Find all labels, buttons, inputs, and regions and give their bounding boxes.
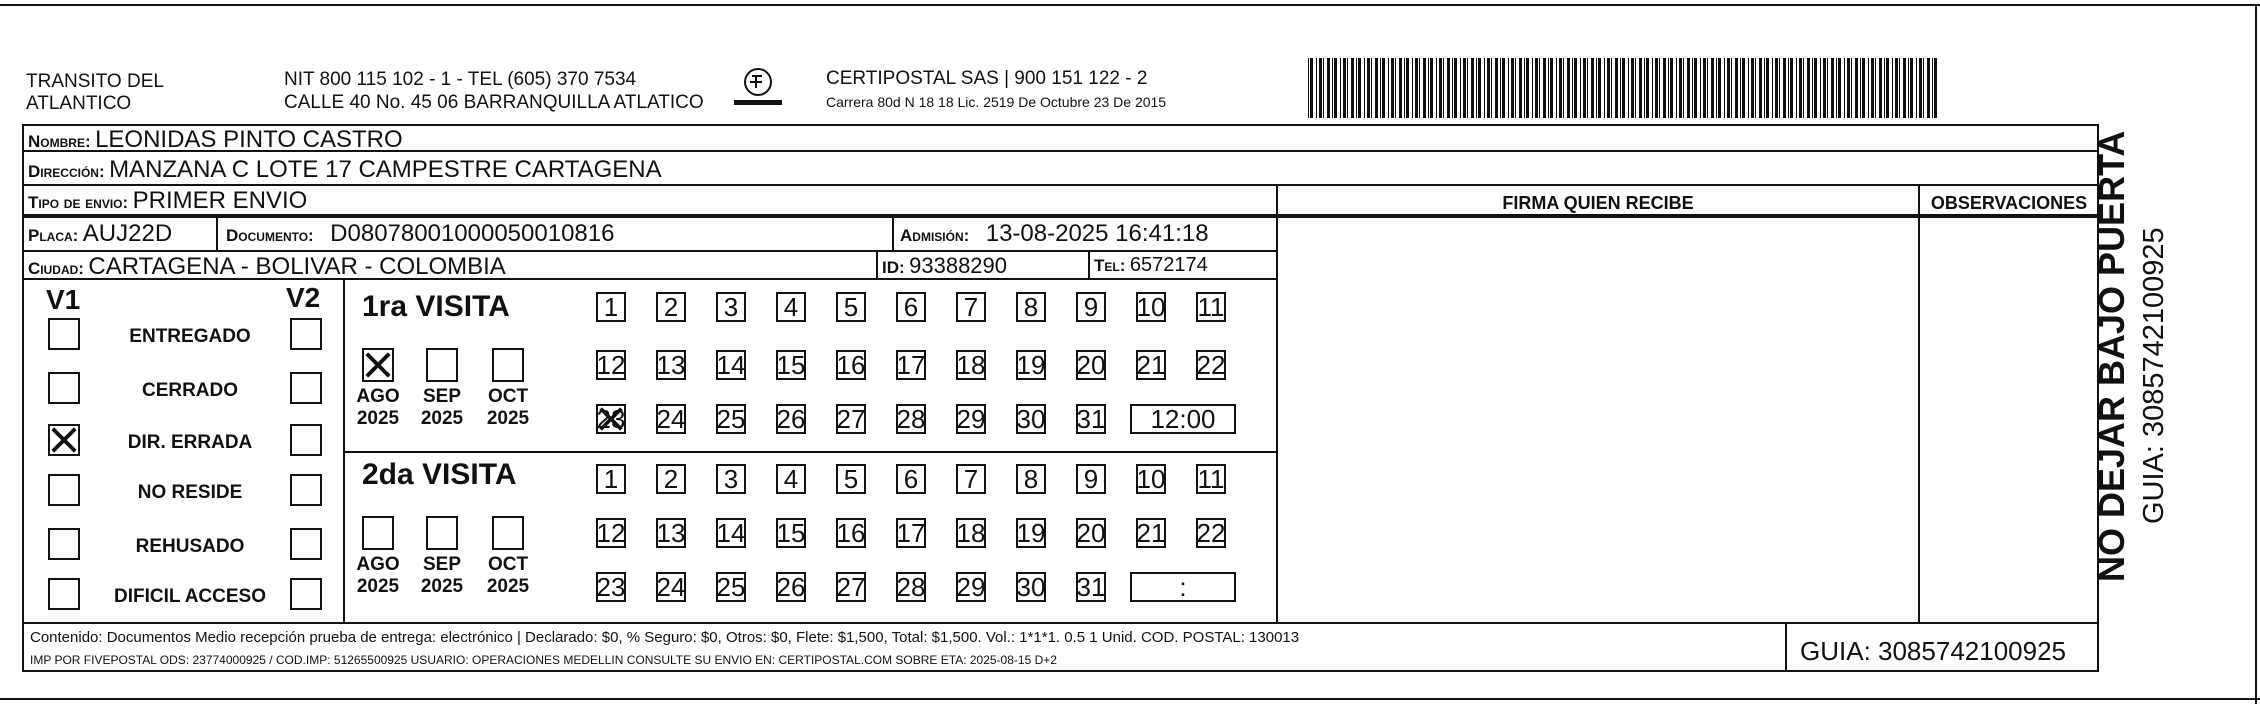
first-day-20[interactable] xyxy=(1076,350,1106,380)
first-day-5[interactable] xyxy=(836,292,866,322)
day-number: 7 xyxy=(963,463,979,494)
second-month-label xyxy=(478,554,538,598)
frame-divider-direccion xyxy=(22,184,2099,186)
day-number: 10 xyxy=(1136,463,1166,494)
first-day-24[interactable] xyxy=(656,404,686,434)
tel-value: 6572174 xyxy=(1129,254,1208,276)
first-month-checkbox-2[interactable] xyxy=(492,348,524,382)
second-day-21[interactable] xyxy=(1136,518,1166,548)
placa-row xyxy=(28,222,172,246)
check-x-icon xyxy=(50,426,78,454)
vdiv-observaciones xyxy=(1918,184,1920,624)
second-day-12[interactable] xyxy=(596,518,626,548)
day-number: 4 xyxy=(783,463,799,494)
day-number: 19 xyxy=(1016,349,1046,380)
ciudad-value: CARTAGENA - BOLIVAR - COLOMBIA xyxy=(88,253,506,280)
vdiv-visits-panel xyxy=(343,278,345,622)
first-day-16[interactable] xyxy=(836,350,866,380)
vdiv-footer-guia xyxy=(1785,622,1787,672)
id-value: 93388290 xyxy=(909,253,1008,278)
day-number: 16 xyxy=(836,517,866,548)
first-month-label xyxy=(348,386,408,430)
second-day-17[interactable] xyxy=(896,518,926,548)
vdiv-admision xyxy=(892,216,894,250)
documento-row xyxy=(226,222,614,246)
first-day-31[interactable] xyxy=(1076,404,1106,434)
second-day-30[interactable] xyxy=(1016,572,1046,602)
day-number: 15 xyxy=(776,349,806,380)
day-number: 21 xyxy=(1136,517,1166,548)
day-number: 3 xyxy=(723,291,739,322)
second-day-15[interactable] xyxy=(776,518,806,548)
day-number: 20 xyxy=(1076,349,1106,380)
month-year: 2025 xyxy=(486,575,530,597)
second-day-25[interactable] xyxy=(716,572,746,602)
second-day-24[interactable] xyxy=(656,572,686,602)
direccion-value: MANZANA C LOTE 17 CAMPESTRE CARTAGENA xyxy=(109,156,662,183)
day-number: 16 xyxy=(836,349,866,380)
day-number: 8 xyxy=(1023,463,1039,494)
first-day-26[interactable] xyxy=(776,404,806,434)
day-number: 9 xyxy=(1083,463,1099,494)
v1-checkbox-5[interactable] xyxy=(48,578,80,610)
status-label: CERRADO xyxy=(141,380,239,401)
month-year: 2025 xyxy=(486,407,530,429)
month-name: AGO xyxy=(356,386,400,407)
side-warning: NO DEJAR BAJO PUERTA xyxy=(2091,130,2132,582)
firma-header: FIRMA QUIEN RECIBE xyxy=(1502,193,1694,213)
tel-label: Tel: xyxy=(1094,256,1126,275)
first-day-4[interactable] xyxy=(776,292,806,322)
day-number: 31 xyxy=(1076,403,1106,434)
second-day-6[interactable] xyxy=(896,464,926,494)
day-number: 26 xyxy=(776,403,806,434)
check-x-icon xyxy=(598,406,624,432)
day-number: 30 xyxy=(1016,571,1046,602)
day-number: 21 xyxy=(1136,349,1166,380)
day-number: 26 xyxy=(776,571,806,602)
month-name: SEP xyxy=(422,386,462,407)
status-label: DIR. ERRADA xyxy=(127,432,253,453)
day-number: 6 xyxy=(903,463,919,494)
courier-license: Carrera 80d N 18 18 Lic. 2519 De Octubre 23 De 2015 xyxy=(826,94,1167,110)
direccion-label: Dirección: xyxy=(28,162,105,181)
second-day-2[interactable] xyxy=(656,464,686,494)
day-number: 13 xyxy=(656,517,686,548)
day-number: 31 xyxy=(1076,571,1106,602)
day-number: 23 xyxy=(596,571,626,602)
day-number: 17 xyxy=(896,517,926,548)
first-day-6[interactable] xyxy=(896,292,926,322)
vdiv-id xyxy=(876,250,878,278)
observaciones-header: OBSERVACIONES xyxy=(1930,193,2088,213)
second-month-checkbox-0[interactable] xyxy=(362,516,394,550)
day-number: 28 xyxy=(896,403,926,434)
barcode xyxy=(1308,58,1943,118)
first-day-28[interactable] xyxy=(896,404,926,434)
first-month-checkbox-0[interactable] xyxy=(362,348,394,382)
day-number: 12 xyxy=(596,517,626,548)
certipostal-logo-icon xyxy=(728,64,788,114)
first-day-15[interactable] xyxy=(776,350,806,380)
day-number: 24 xyxy=(656,571,686,602)
nombre-label: Nombre: xyxy=(28,132,91,151)
day-number: 15 xyxy=(776,517,806,548)
first-day-17[interactable] xyxy=(896,350,926,380)
first-day-19[interactable] xyxy=(1016,350,1046,380)
day-number: 22 xyxy=(1196,349,1226,380)
v1-checkbox-1[interactable] xyxy=(48,372,80,404)
second-day-1[interactable] xyxy=(596,464,626,494)
second-day-20[interactable] xyxy=(1076,518,1106,548)
footer-guia: GUIA: 3085742100925 xyxy=(1800,636,2066,666)
v2-label: V2 xyxy=(286,282,321,313)
vdiv-placa xyxy=(216,216,218,250)
day-number: 29 xyxy=(956,571,986,602)
v1-checkbox-2[interactable] xyxy=(48,424,80,456)
v2-checkbox-1[interactable] xyxy=(290,372,322,404)
admision-row xyxy=(900,222,1209,246)
nombre-value: LEONIDAS PINTO CASTRO xyxy=(95,126,403,153)
placa-label: Placa: xyxy=(28,226,79,245)
day-number: 1 xyxy=(603,291,619,322)
day-number: 2 xyxy=(663,463,679,494)
second-month-checkbox-1[interactable] xyxy=(426,516,458,550)
day-number: 5 xyxy=(843,463,859,494)
day-number: 29 xyxy=(956,403,986,434)
v1-checkbox-0[interactable] xyxy=(48,318,80,350)
second-month-checkbox-2[interactable] xyxy=(492,516,524,550)
tipo-value: PRIMER ENVIO xyxy=(132,187,308,214)
courier-name: CERTIPOSTAL SAS | 900 151 122 - 2 xyxy=(826,68,1148,89)
first-day-21[interactable] xyxy=(1136,350,1166,380)
second-day-19[interactable] xyxy=(1016,518,1046,548)
sender-name-line2: ATLANTICO xyxy=(26,93,132,114)
second-day-8[interactable] xyxy=(1016,464,1046,494)
day-number: 18 xyxy=(956,517,986,548)
first-day-12[interactable] xyxy=(596,350,626,380)
vdiv-firma xyxy=(1276,184,1278,624)
first-day-30[interactable] xyxy=(1016,404,1046,434)
second-day-11[interactable] xyxy=(1196,464,1226,494)
day-number: 9 xyxy=(1083,291,1099,322)
day-number: 4 xyxy=(783,291,799,322)
footer-imp: IMP POR FIVEPOSTAL ODS: 23774000925 / COD.IMP: 51265500925 USUARIO: OPERACIONES MEDELLIN CONSULTE SU ENVIO EN: CERTIPOSTAL.COM SOBRE ETA: 2025-08-15 D+2 xyxy=(30,653,1057,667)
second-day-26[interactable] xyxy=(776,572,806,602)
second-day-10[interactable] xyxy=(1136,464,1166,494)
nombre-row xyxy=(28,128,403,152)
first-day-23[interactable] xyxy=(596,404,626,434)
second-day-22[interactable] xyxy=(1196,518,1226,548)
id-label: ID: xyxy=(882,258,905,277)
v1-label: V1 xyxy=(46,284,81,315)
outer-top-edge xyxy=(0,4,2260,6)
first-day-11[interactable] xyxy=(1196,292,1226,322)
first-month-label xyxy=(478,386,538,430)
month-name: OCT xyxy=(487,554,529,575)
second-day-28[interactable] xyxy=(896,572,926,602)
day-number: 14 xyxy=(716,517,746,548)
sender-nit: NIT 800 115 102 - 1 - TEL (605) 370 7534 xyxy=(284,69,637,90)
first-day-14[interactable] xyxy=(716,350,746,380)
first-day-2[interactable] xyxy=(656,292,686,322)
id-row xyxy=(882,255,1007,277)
day-number: 1 xyxy=(603,463,619,494)
day-number: 13 xyxy=(656,349,686,380)
status-label: NO RESIDE xyxy=(137,482,243,503)
month-name: AGO xyxy=(356,554,400,575)
second-day-13[interactable] xyxy=(656,518,686,548)
placa-value: AUJ22D xyxy=(82,220,173,247)
first-day-9[interactable] xyxy=(1076,292,1106,322)
day-number: 10 xyxy=(1136,291,1166,322)
first-month-label xyxy=(412,386,472,430)
v1-checkbox-4[interactable] xyxy=(48,528,80,560)
first-day-10[interactable] xyxy=(1136,292,1166,322)
day-number: 8 xyxy=(1023,291,1039,322)
v1-checkbox-3[interactable] xyxy=(48,474,80,506)
v2-checkbox-5[interactable] xyxy=(290,578,322,610)
second-day-16[interactable] xyxy=(836,518,866,548)
second-day-4[interactable] xyxy=(776,464,806,494)
second-day-23[interactable] xyxy=(596,572,626,602)
status-label: ENTREGADO xyxy=(129,326,251,347)
side-guia: GUIA: 3085742100925 xyxy=(2138,227,2170,524)
second-day-31[interactable] xyxy=(1076,572,1106,602)
month-year: 2025 xyxy=(420,407,464,429)
first-visit-title: 1ra VISITA xyxy=(362,290,510,323)
tel-row xyxy=(1094,255,1208,275)
ciudad-label: Ciudad: xyxy=(28,259,84,278)
day-number: 23 xyxy=(596,403,626,434)
second-day-7[interactable] xyxy=(956,464,986,494)
day-number: 7 xyxy=(963,291,979,322)
frame-divider-placa xyxy=(22,216,2099,218)
second-day-5[interactable] xyxy=(836,464,866,494)
documento-label: Documento: xyxy=(226,226,314,245)
certipostal-logo xyxy=(728,64,788,114)
ciudad-row xyxy=(28,255,506,279)
day-number: 20 xyxy=(1076,517,1106,548)
first-day-3[interactable] xyxy=(716,292,746,322)
second-day-29[interactable] xyxy=(956,572,986,602)
direccion-row xyxy=(28,158,662,182)
second-day-18[interactable] xyxy=(956,518,986,548)
day-number: 27 xyxy=(836,571,866,602)
first-month-checkbox-1[interactable] xyxy=(426,348,458,382)
day-number: 22 xyxy=(1196,517,1226,548)
second-month-label xyxy=(412,554,472,598)
first-day-18[interactable] xyxy=(956,350,986,380)
day-number: 18 xyxy=(956,349,986,380)
day-number: 25 xyxy=(716,571,746,602)
second-visit-title: 2da VISITA xyxy=(362,458,517,491)
day-number: 19 xyxy=(1016,517,1046,548)
first-day-27[interactable] xyxy=(836,404,866,434)
tipo-label: Tipo de envio: xyxy=(28,193,129,212)
outer-bottom-edge xyxy=(0,698,2260,700)
month-name: OCT xyxy=(487,386,529,407)
day-number: 14 xyxy=(716,349,746,380)
month-year: 2025 xyxy=(420,575,464,597)
first-day-7[interactable] xyxy=(956,292,986,322)
day-number: 30 xyxy=(1016,403,1046,434)
v2-checkbox-3[interactable] xyxy=(290,474,322,506)
day-number: 2 xyxy=(663,291,679,322)
day-number: 6 xyxy=(903,291,919,322)
first-day-13[interactable] xyxy=(656,350,686,380)
day-number: 28 xyxy=(896,571,926,602)
v2-checkbox-4[interactable] xyxy=(290,528,322,560)
second-time-field[interactable]: : xyxy=(1130,572,1236,602)
day-number: 5 xyxy=(843,291,859,322)
second-month-label xyxy=(348,554,408,598)
admision-label: Admisión: xyxy=(900,226,970,245)
day-number: 12 xyxy=(596,349,626,380)
day-number: 24 xyxy=(656,403,686,434)
day-number: 3 xyxy=(723,463,739,494)
day-number: 11 xyxy=(1197,463,1225,494)
admision-value: 13-08-2025 16:41:18 xyxy=(985,220,1209,247)
second-day-27[interactable] xyxy=(836,572,866,602)
month-year: 2025 xyxy=(356,575,400,597)
check-x-icon xyxy=(364,350,392,380)
first-day-29[interactable] xyxy=(956,404,986,434)
hdiv-visits xyxy=(343,451,1278,453)
status-label: REHUSADO xyxy=(135,536,245,557)
documento-value: D08078001000050010816 xyxy=(330,220,615,247)
day-number: 11 xyxy=(1197,291,1225,322)
frame-divider-footer xyxy=(22,622,2099,624)
month-year: 2025 xyxy=(356,407,400,429)
v2-checkbox-2[interactable] xyxy=(290,424,322,456)
second-day-9[interactable] xyxy=(1076,464,1106,494)
vdiv-tel xyxy=(1088,250,1090,278)
status-label: DIFICIL ACCESO xyxy=(113,586,266,607)
day-number: 17 xyxy=(896,349,926,380)
sender-name-line1: TRANSITO DEL xyxy=(26,71,164,92)
v2-checkbox-0[interactable] xyxy=(290,318,322,350)
footer-contenido: Contenido: Documentos Medio recepción prueba de entrega: electrónico | Declarado: $0, % Seguro: $0, Otros: $0, Flete: $1,500, Total: $1,500. Vol.: 1*1*1. 0.5 1 Unid. COD. POSTAL: 130013 xyxy=(30,629,1300,646)
first-day-22[interactable] xyxy=(1196,350,1226,380)
second-day-14[interactable] xyxy=(716,518,746,548)
tipo-row xyxy=(28,189,307,213)
first-day-8[interactable] xyxy=(1016,292,1046,322)
day-number: 25 xyxy=(716,403,746,434)
sender-address: CALLE 40 No. 45 06 BARRANQUILLA ATLATICO xyxy=(284,92,704,113)
day-number: 27 xyxy=(836,403,866,434)
first-day-25[interactable] xyxy=(716,404,746,434)
vdiv-header-firma xyxy=(1278,214,2098,216)
first-day-1[interactable] xyxy=(596,292,626,322)
first-time-field[interactable]: 12:00 xyxy=(1130,404,1236,434)
outer-right-edge xyxy=(2255,4,2257,704)
month-name: SEP xyxy=(422,554,462,575)
second-day-3[interactable] xyxy=(716,464,746,494)
